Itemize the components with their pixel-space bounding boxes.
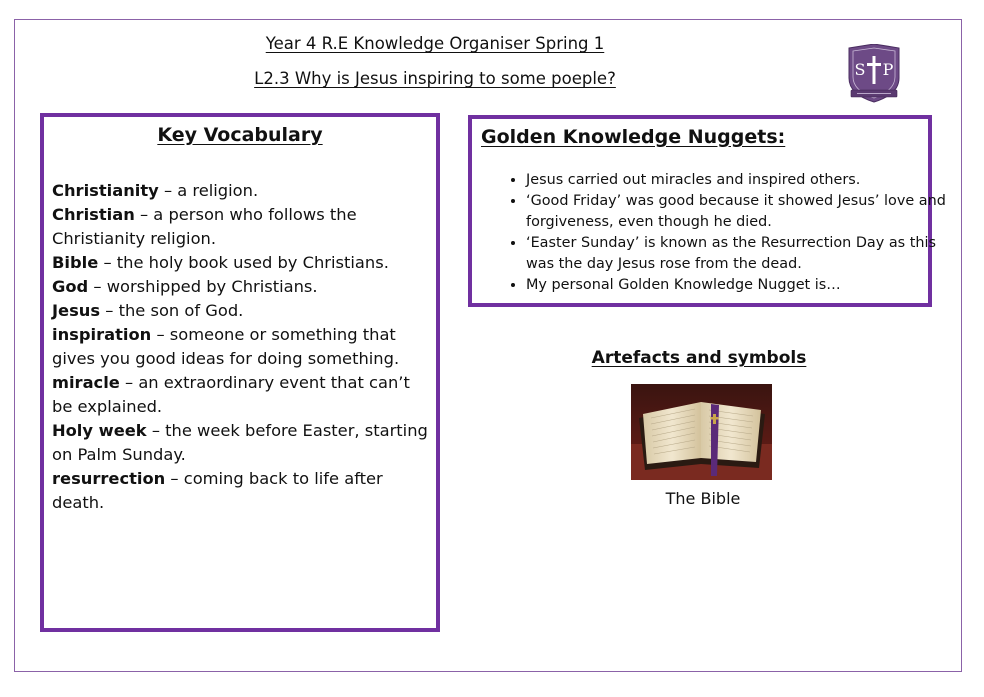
- vocab-item: [52, 275, 432, 299]
- golden-knowledge-nuggets-panel: [468, 115, 946, 307]
- vocab-term: Christian: [52, 205, 135, 224]
- vocab-item: [52, 467, 432, 515]
- vocab-definition: – the holy book used by Christians.: [98, 253, 389, 272]
- nuggets-list: [500, 170, 956, 296]
- svg-text:P: P: [882, 60, 894, 79]
- nuggets-heading: Golden Knowledge Nuggets:: [481, 126, 786, 148]
- bible-image: [631, 384, 772, 480]
- vocab-term: inspiration: [52, 325, 152, 344]
- vocab-item: [52, 371, 432, 419]
- vocab-item: [52, 419, 432, 467]
- vocab-term: Holy week: [52, 421, 147, 440]
- nugget-item: • ‘Good Friday’ was good because it showed Jesus’ love and forgiveness, even though he died.: [526, 191, 956, 233]
- vocab-definition: – coming back to life after death.: [52, 469, 383, 512]
- key-vocabulary-panel: [40, 113, 440, 632]
- vocab-term: resurrection: [52, 469, 166, 488]
- key-vocabulary-heading: Key Vocabulary: [157, 124, 323, 146]
- nugget-item: • My personal Golden Knowledge Nugget is…: [526, 275, 956, 296]
- vocabulary-list: [52, 179, 432, 515]
- svg-text:S: S: [854, 60, 866, 79]
- nugget-item: • Jesus carried out miracles and inspired others.: [526, 170, 956, 191]
- nugget-item: • ‘Easter Sunday’ is known as the Resurrection Day as this was the day Jesus rose from the dead.: [526, 233, 956, 275]
- school-crest-logo: [845, 44, 903, 104]
- vocab-item: [52, 299, 432, 323]
- vocab-term: Jesus: [52, 301, 101, 320]
- vocab-definition: – a person who follows the Christianity religion.: [52, 205, 357, 248]
- artefacts-heading: Artefacts and symbols: [591, 348, 807, 368]
- vocab-definition: – an extraordinary event that can’t be explained.: [52, 373, 410, 416]
- bible-caption: The Bible: [665, 489, 741, 508]
- vocab-item: [52, 323, 432, 371]
- page-title: Year 4 R.E Knowledge Organiser Spring 1: [265, 34, 605, 53]
- vocab-definition: – someone or something that gives you good ideas for doing something.: [52, 325, 400, 368]
- vocab-term: miracle: [52, 373, 120, 392]
- vocab-term: Bible: [52, 253, 99, 272]
- vocab-definition: – worshipped by Christians.: [88, 277, 318, 296]
- vocab-item: [52, 251, 432, 275]
- vocab-term: God: [52, 277, 89, 296]
- vocab-item: [52, 203, 432, 251]
- page-subtitle: L2.3 Why is Jesus inspiring to some poeple?: [254, 69, 616, 88]
- vocab-definition: – a religion.: [158, 181, 259, 200]
- vocab-term: Christianity: [52, 181, 159, 200]
- vocab-item: [52, 179, 432, 203]
- vocab-definition: – the son of God.: [100, 301, 244, 320]
- vocab-definition: – the week before Easter, starting on Palm Sunday.: [52, 421, 428, 464]
